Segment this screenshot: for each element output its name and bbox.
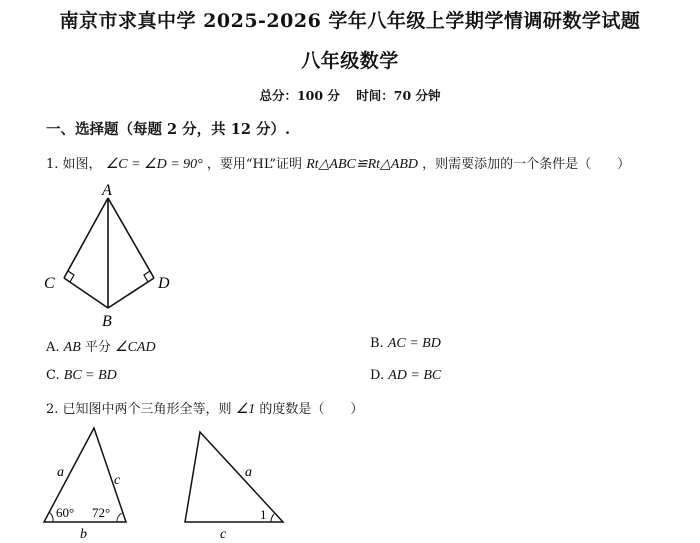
q2-figure-2 [176,424,294,543]
vertex-label-d: D [158,275,170,292]
angle-label-72: 72° [92,505,111,520]
total-score: 总分：100 分 [259,88,340,103]
option-letter: C. [46,368,60,383]
angle-arc-right [117,513,122,522]
angle-arc-1 [271,514,274,522]
exam-time: 时间：70 分钟 [356,88,441,103]
question-1 [46,153,630,173]
angle-label-60: 60° [56,505,75,520]
segment-ad [108,198,154,278]
option-math: AD = BC [388,368,442,383]
question-number: 1. [46,157,59,172]
section-heading: 一、选择题（每题 2 分，共 12 分）. [46,121,291,138]
option-letter: B. [370,336,384,351]
question-math: ∠C = ∠D = 90° [105,157,203,172]
question-number: 2. [46,402,59,417]
option-math: AC = BD [387,336,441,351]
side-label-a: a [57,465,64,480]
side-label-a: a [245,465,252,480]
option-b[interactable] [370,336,441,352]
option-a[interactable] [46,336,156,356]
exam-subtitle: 八年级数学 [301,50,399,72]
question-math: ∠1 [235,402,256,417]
side-label-c: c [114,473,121,488]
vertex-label-b: B [102,313,112,330]
option-d[interactable] [370,368,441,384]
angle-label-1: 1 [260,507,267,522]
side-label-b: b [80,527,87,542]
question-text: ，要用“HL”证明 [206,157,303,172]
question-text: 的度数是（ ） [259,402,364,417]
angle-arc-left [49,512,53,522]
triangle-2 [185,432,283,522]
option-math: BC = BD [63,368,117,383]
segment-cb [64,278,108,308]
question-math: Rt△ABC≌Rt△ABD [306,157,418,172]
vertex-label-a: A [102,182,112,199]
option-math: ∠CAD [115,340,156,355]
q1-figure [40,178,190,330]
option-letter: D. [370,368,385,383]
exam-title: 南京市求真中学 2025-2026 学年八年级上学期学情调研数学试题 [59,10,641,32]
option-c[interactable] [46,368,117,384]
option-letter: A. [46,340,60,355]
segment-ac [64,198,108,278]
question-text: 已知图中两个三角形全等，则 [62,402,232,417]
right-angle-mark-c [68,271,74,282]
vertex-label-c: C [44,275,55,292]
question-2 [46,398,363,418]
exam-meta [0,86,700,104]
question-text: 如图， [62,157,102,172]
option-text: 平分 [80,340,116,355]
question-text: ，则需要添加的一个条件是（ ） [422,157,631,172]
side-label-c: c [220,527,227,542]
segment-db [108,278,154,308]
option-math: AB [63,340,81,355]
q2-figure-1 [36,424,136,543]
